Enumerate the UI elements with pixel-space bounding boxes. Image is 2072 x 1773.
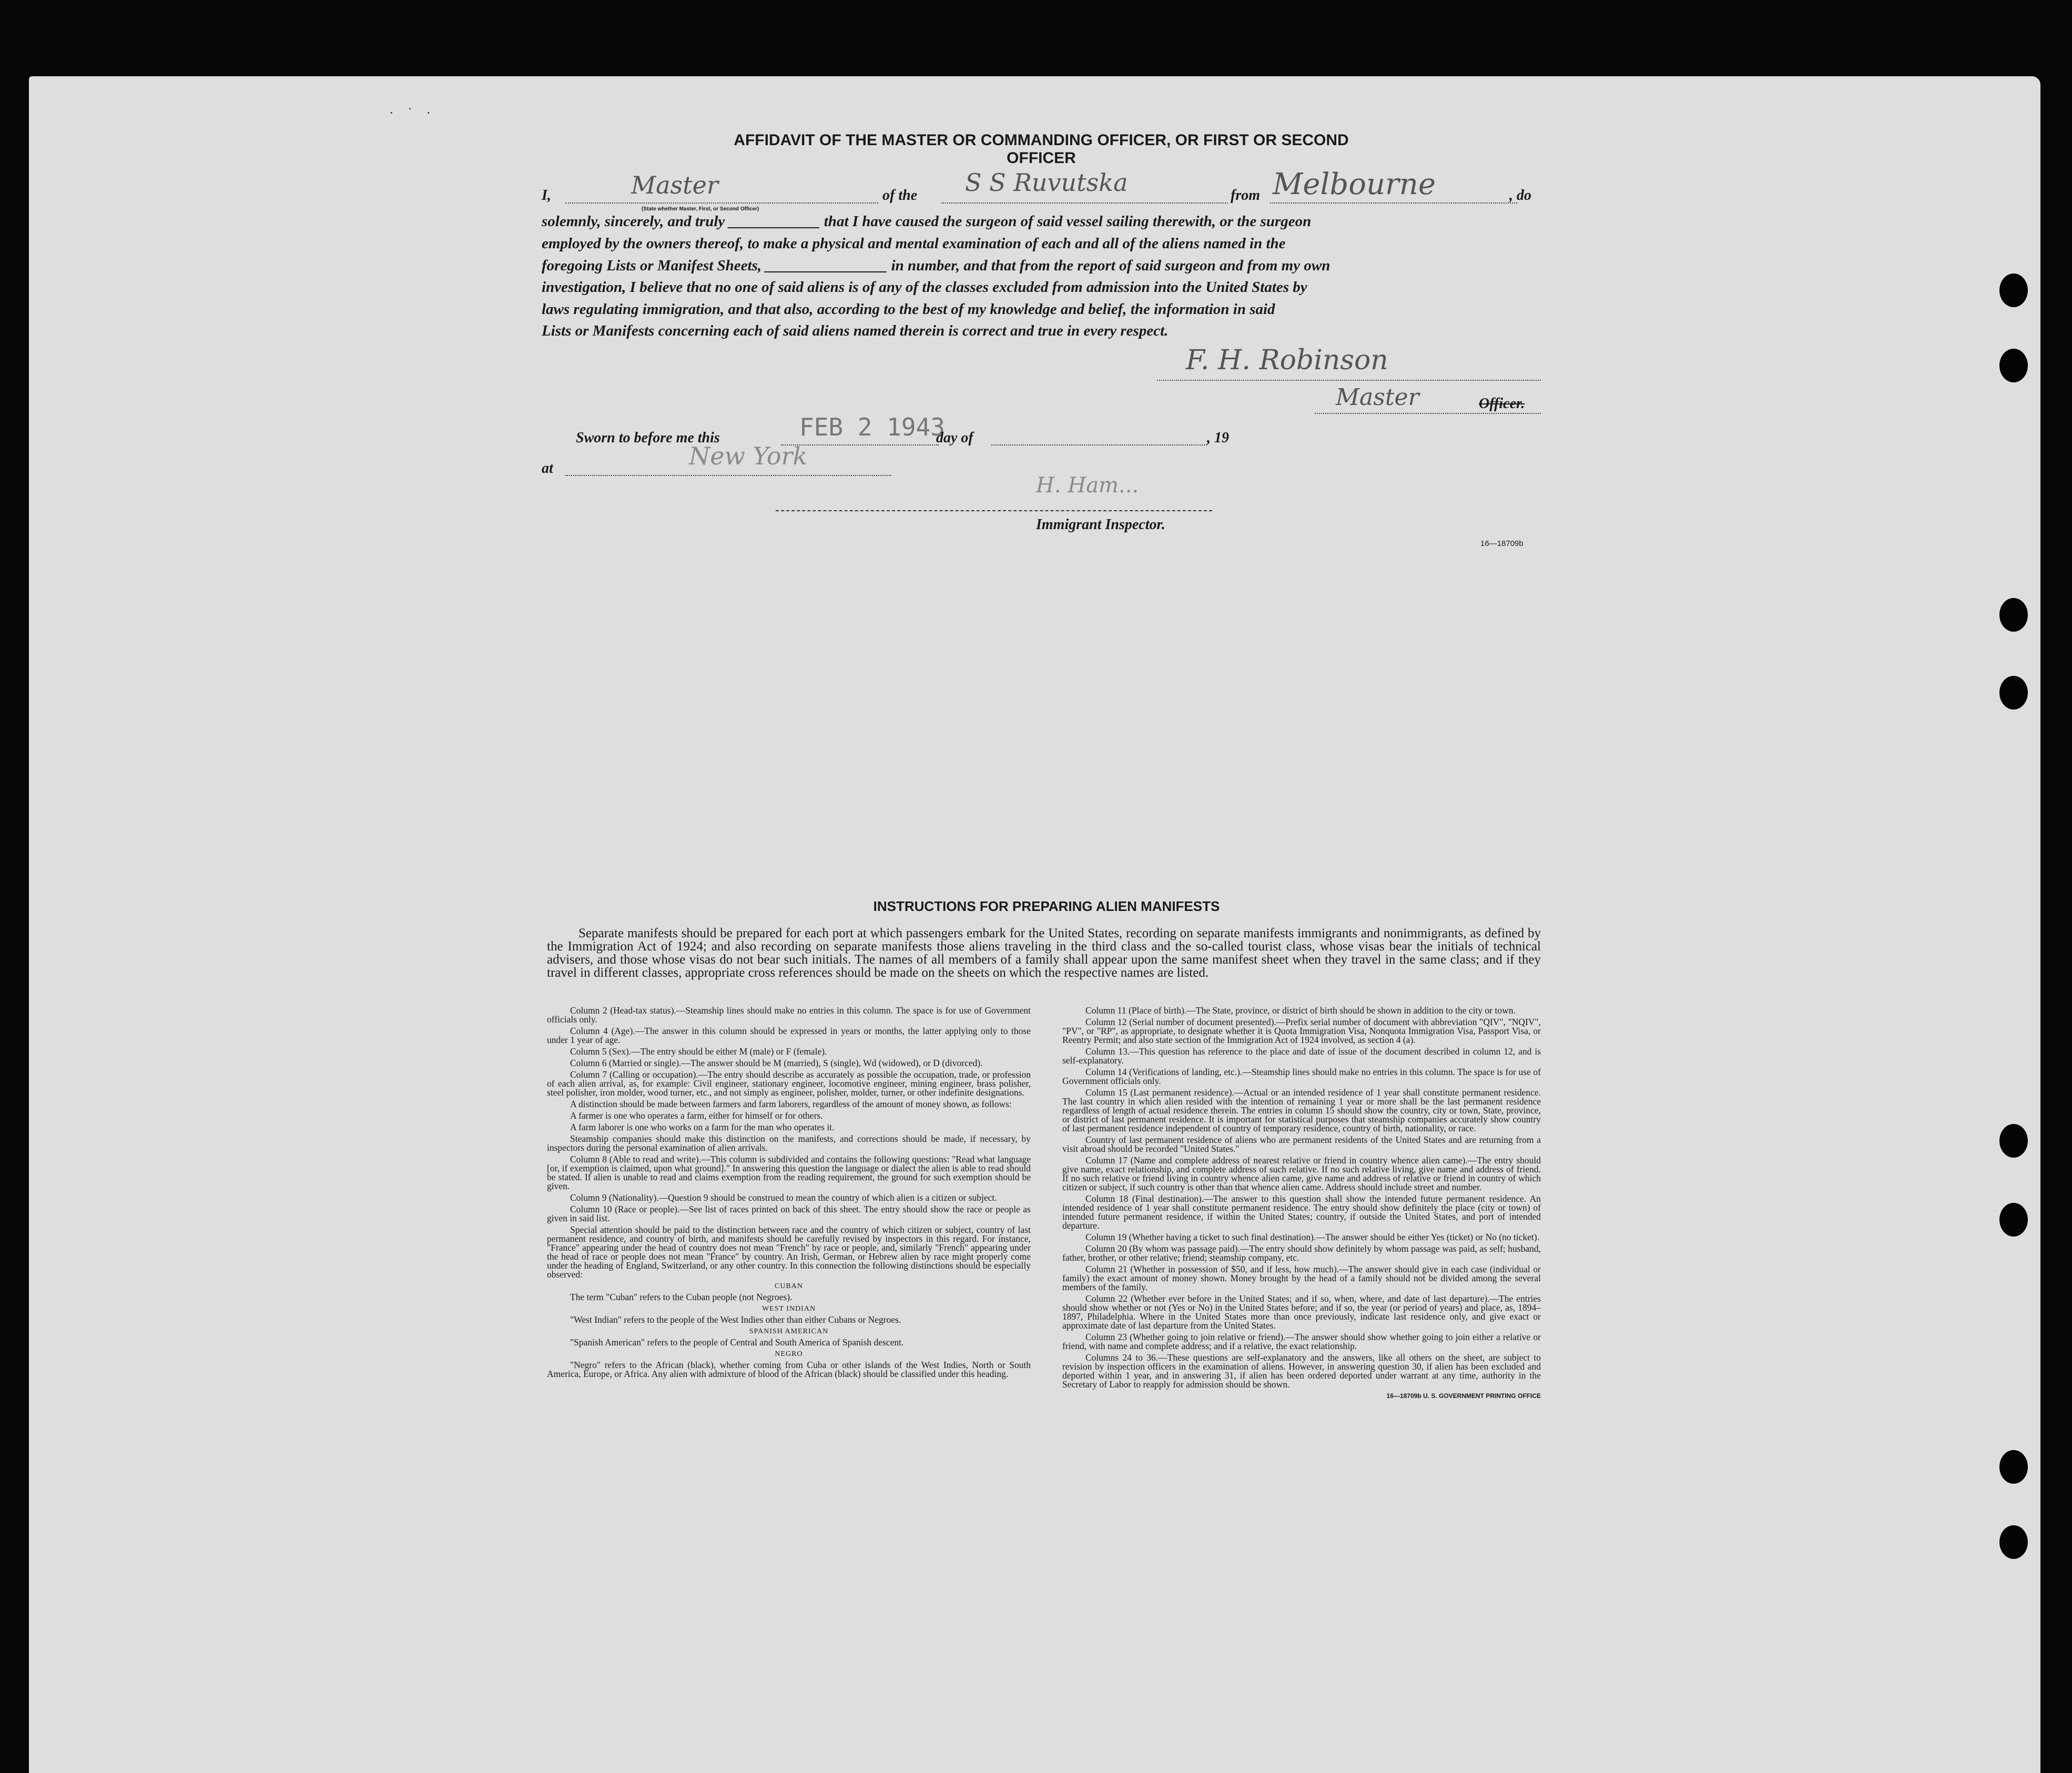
- binder-hole: [1999, 273, 2028, 307]
- printing-office-footer: 16—18709b U. S. GOVERNMENT PRINTING OFFICE: [1386, 1392, 1541, 1400]
- inspector-signature: H. Ham...: [1036, 473, 1139, 498]
- officer-label: Officer.: [1479, 396, 1525, 412]
- port-line: [1270, 202, 1517, 204]
- signature-line: [1157, 380, 1541, 381]
- instruction-paragraph: Column 9 (Nationality).—Question 9 should be construed to mean the country of which alien is a citizen or subject.: [570, 1192, 997, 1203]
- instruction-paragraph: Column 17 (Name and complete address of nearest relative or friend in country whence alien came).—The entry should give name, exact relationship, and complete address of such relative. If no such relative living, give name and address of friend. If no such relative or friend living in country whence alien came, give name and address of relative or friend in country of which citizen or subject, if such country is other than that whence alien came. Address should include street and number.: [1062, 1155, 1541, 1192]
- instruction-paragraph: Column 13.—This question has reference to the place and date of issue of the document described in column 12, and is self-explanatory.: [1062, 1046, 1541, 1066]
- instruction-paragraph: A farm laborer is one who works on a farm for the man who operates it.: [570, 1122, 835, 1132]
- instruction-paragraph: Column 21 (Whether in possession of $50, and if less, how much).—The answer should give in each case (individual or family) the exact amount of money shown. Money brought by the head of a family should not be divided among the several members of the family.: [1062, 1264, 1541, 1292]
- place-line: [565, 475, 891, 476]
- affidavit-line-4: foregoing Lists or Manifest Sheets, ________________ in number, and that from the report of said surgeon and from my own: [542, 257, 1330, 274]
- instruction-paragraph: Column 5 (Sex).—The entry should be either M (male) or F (female).: [570, 1046, 827, 1057]
- ink-specks: · ˙ ·: [389, 105, 436, 120]
- instruction-paragraph: Steamship companies should make this distinction on the manifests, and corrections should be made, if necessary, by inspectors during the personal examination of alien arrivals.: [547, 1133, 1031, 1153]
- negro-heading: NEGRO: [775, 1350, 803, 1358]
- title-line: [1315, 413, 1541, 414]
- west-indian-paragraph: "West Indian" refers to the people of the West Indies other than either Cubans or Negroes.: [570, 1314, 901, 1325]
- handwritten-place: New York: [689, 442, 808, 470]
- binder-hole: [1999, 1450, 2028, 1484]
- instruction-paragraph: Column 11 (Place of birth).—The State, province, or district of birth should be shown in addition to the city or town.: [1085, 1005, 1516, 1016]
- instruction-paragraph: Column 10 (Race or people).—See list of races printed on back of this sheet. The entry should show the race or people as given in said list.: [547, 1204, 1031, 1223]
- instruction-paragraph: Column 22 (Whether ever before in the United States; and if so, when, where, and date of last departure).—The entries should show whether or not (Yes or No) in the United States before; and if so, the year (or period of years) and place, as, 1894–1897, Philadelphia. Where in the United States more than once previously, indicate last residence only, and give exact or approximate date of last departure from the United States.: [1062, 1293, 1541, 1331]
- negro-paragraph: "Negro" refers to the African (black), whether coming from Cuba or other islands of the West Indies, North or South America, Europe, or Africa. Any alien with admixture of blood of the African (black) should be classified under this heading.: [547, 1360, 1031, 1379]
- date-stamp: FEB 2 1943: [799, 413, 945, 441]
- binder-hole: [1999, 598, 2028, 632]
- instruction-paragraph: Column 2 (Head-tax status).—Steamship lines should make no entries in this column. The space is for use of Government officials only.: [547, 1005, 1031, 1025]
- instruction-paragraph: Column 7 (Calling or occupation).—The entry should describe as accurately as possible the occupation, trade, or profession of each alien arrival, as, for example: Civil engineer, stationary engineer, locomotive engineer, mining engineer, brass polisher, steel polisher, iron molder, wood turner, etc., and not simply as engineer, polisher, molder, turner, or other indefinite designations.: [547, 1069, 1031, 1098]
- vessel-line: [941, 202, 1228, 204]
- instruction-paragraph: Column 23 (Whether going to join relative or friend).—The answer should show whether going to join either a relative or friend, with name and complete address; and if a relative, the exact relationship.: [1062, 1332, 1541, 1351]
- instruction-paragraph: Columns 24 to 36.—These questions are self-explanatory and the answers, like all others on the sheet, are subject to revision by inspection officers in the examination of aliens. However, in answering question 30, if alien has been excluded and deported within 1 year, and in answering 31, if alien has been ordered deported under warrant at any time, authority in the Secretary of Labor to reapply for admission should be shown.: [1062, 1352, 1541, 1390]
- instruction-paragraph: Column 8 (Able to read and write).—This column is subdivided and contains the following questions: "Read what language [or, if exemption is claimed, upon what ground]." In answering this question the language or dialect the alien is able to read should be stated. If alien is unable to read and claims exemption from the reading requirement, the ground for such exemption should be given.: [547, 1154, 1031, 1191]
- cuban-heading: CUBAN: [774, 1282, 803, 1290]
- affidavit-i: I,: [542, 187, 551, 204]
- handwritten-port: Melbourne: [1273, 167, 1436, 201]
- affidavit-of-the: of the: [882, 187, 918, 204]
- instructions-intro: Separate manifests should be prepared for each port at which passengers embark for the United States, recording on separate manifests immigrants and nonimmigrants, as defined by the Immigration Act of 1924; and also recording on separate manifests those aliens traveling in the third class and the so-called tourist class, whose visas bear the initials of technical advisers, and those whose visas do not bear such initials. The names of all members of a family shall appear upon the same manifest sheet when they travel in the same class; and if they travel in different classes, appropriate cross references should be made on the sheets on which the respective names are listed.: [547, 926, 1541, 980]
- west-indian-heading: WEST INDIAN: [761, 1305, 816, 1313]
- cuban-paragraph: The term "Cuban" refers to the Cuban people (not Negroes).: [570, 1292, 793, 1302]
- instruction-paragraph: Special attention should be paid to the distinction between race and the country of which citizen or subject, country of last permanent residence, and country of birth, and manifests should be carefully revised by inspectors in this regard. For instance, "France" appearing under the head of country does not mean "French" by race or people, and, similarly "French" appearing under the head of race or people does not mean "France" by country. An Irish, German, or Hebrew alien by race might properly come under the heading of England, Switzerland, or any other country. In this connection the following distinctions should be especially observed:: [547, 1224, 1031, 1280]
- instruction-paragraph: Column 15 (Last permanent residence).—Actual or an intended residence of 1 year shall constitute permanent residence. The last country in which alien resided with the intention of remaining 1 year or more shall be the last permanent residence regardless of length of actual residence therein. The entries in column 15 should show the country, city or town, State, province, or district of last permanent residence. It is important for statistical purposes that steamship companies accurately show country of last permanent residence independent of country of temporary residence, country of birth, nationality, or race.: [1062, 1087, 1541, 1133]
- binder-hole: [1999, 1124, 2028, 1158]
- master-signature: F. H. Robinson: [1186, 345, 1388, 376]
- at-label: at: [542, 460, 553, 477]
- affidavit-do: , do: [1509, 187, 1531, 204]
- instruction-paragraph: Column 14 (Verifications of landing, etc.).—Steamship lines should make no entries in this column. The space is for use of Government officials only.: [1062, 1067, 1541, 1086]
- instruction-paragraph: A farmer is one who operates a farm, either for himself or for others.: [570, 1110, 823, 1121]
- affidavit-line-6: laws regulating immigration, and that also, according to the best of my knowledge and belief, the information in said: [542, 301, 1275, 318]
- form-number: 16—18709b: [1480, 539, 1523, 548]
- instructions-right-column: [1062, 1006, 1541, 1401]
- year-label: , 19: [1207, 430, 1229, 446]
- inspector-line: [776, 510, 1212, 511]
- instruction-paragraph: Column 12 (Serial number of document presented).—Prefix serial number of document with abbreviation "QIV", "NQIV", "PV", or "RP", as appropriate, to designate whether it is Quota Immigration Visa, Nonquota Immigration Visa, Passport Visa, or Reentry Permit; and also state section of the Immigration Act of 1924 involved, as section 4 (a).: [1062, 1017, 1541, 1045]
- affidavit-line-3: employed by the owners thereof, to make a physical and mental examination of each and all of the aliens named in the: [542, 235, 1286, 252]
- instructions-left-column: [547, 1006, 1031, 1381]
- binder-hole: [1999, 1525, 2028, 1559]
- instruction-paragraph: Country of last permanent residence of aliens who are permanent residents of the United States and are returning from a visit abroad should be recorded "United States.": [1062, 1134, 1541, 1154]
- binder-hole: [1999, 1203, 2028, 1237]
- handwritten-rank: Master: [631, 171, 718, 199]
- spanish-american-paragraph: "Spanish American" refers to the people of Central and South America of Spanish descent.: [570, 1337, 904, 1348]
- instruction-paragraph: Column 18 (Final destination).—The answer to this question shall show the intended future permanent residence. An intended residence of 1 year shall constitute permanent residence. The entry should show definitely the place (city or town) of intended future permanent residence, if within the United States; country, if outside the United States, and port of intended departure.: [1062, 1193, 1541, 1231]
- instruction-paragraph: Column 4 (Age).—The answer in this column should be expressed in years or months, the latter applying only to those under 1 year of age.: [547, 1026, 1031, 1045]
- spanish-american-heading: SPANISH AMERICAN: [749, 1328, 829, 1335]
- instruction-paragraph: A distinction should be made between farmers and farm laborers, regardless of the amount of money shown, as follows:: [570, 1099, 1012, 1109]
- inspector-label: Immigrant Inspector.: [1036, 516, 1165, 533]
- affidavit-line-7: Lists or Manifests concerning each of said aliens named therein is correct and true in every respect.: [542, 322, 1169, 339]
- rank-note: (State whether Master, First, or Second Officer): [642, 206, 759, 212]
- instruction-paragraph: Column 20 (By whom was passage paid).—The entry should show definitely by whom passage was paid, as self; husband, father, brother, or other relative; friend; steamship company, etc.: [1062, 1243, 1541, 1263]
- sworn-label: Sworn to before me this: [576, 430, 720, 446]
- instruction-paragraph: Column 6 (Married or single).—The answer should be M (married), S (single), Wd (widowed), or D (divorced).: [570, 1058, 983, 1068]
- affidavit-from: from: [1231, 187, 1260, 204]
- handwritten-vessel: S S Ruvutska: [965, 168, 1128, 197]
- instruction-paragraph: Column 19 (Whether having a ticket to such final destination).—The answer should be either Yes (ticket) or No (no ticket).: [1085, 1232, 1540, 1242]
- day-of-label: day of: [936, 430, 973, 446]
- rank-line: [565, 202, 878, 204]
- handwritten-title: Master: [1336, 384, 1419, 411]
- affidavit-line-2: solemnly, sincerely, and truly ____________ that I have caused the surgeon of said vessel sailing therewith, or the surgeon: [542, 213, 1312, 230]
- affidavit-line-5: investigation, I believe that no one of said aliens is of any of the classes excluded from admission into the United States by: [542, 279, 1307, 296]
- binder-hole: [1999, 349, 2028, 382]
- affidavit-title: AFFIDAVIT OF THE MASTER OR COMMANDING OFFICER, OR FIRST OR SECOND OFFICER: [734, 131, 1349, 167]
- sworn-month-line: [991, 444, 1207, 445]
- binder-hole: [1999, 676, 2028, 710]
- instructions-title: INSTRUCTIONS FOR PREPARING ALIEN MANIFESTS: [873, 898, 1220, 914]
